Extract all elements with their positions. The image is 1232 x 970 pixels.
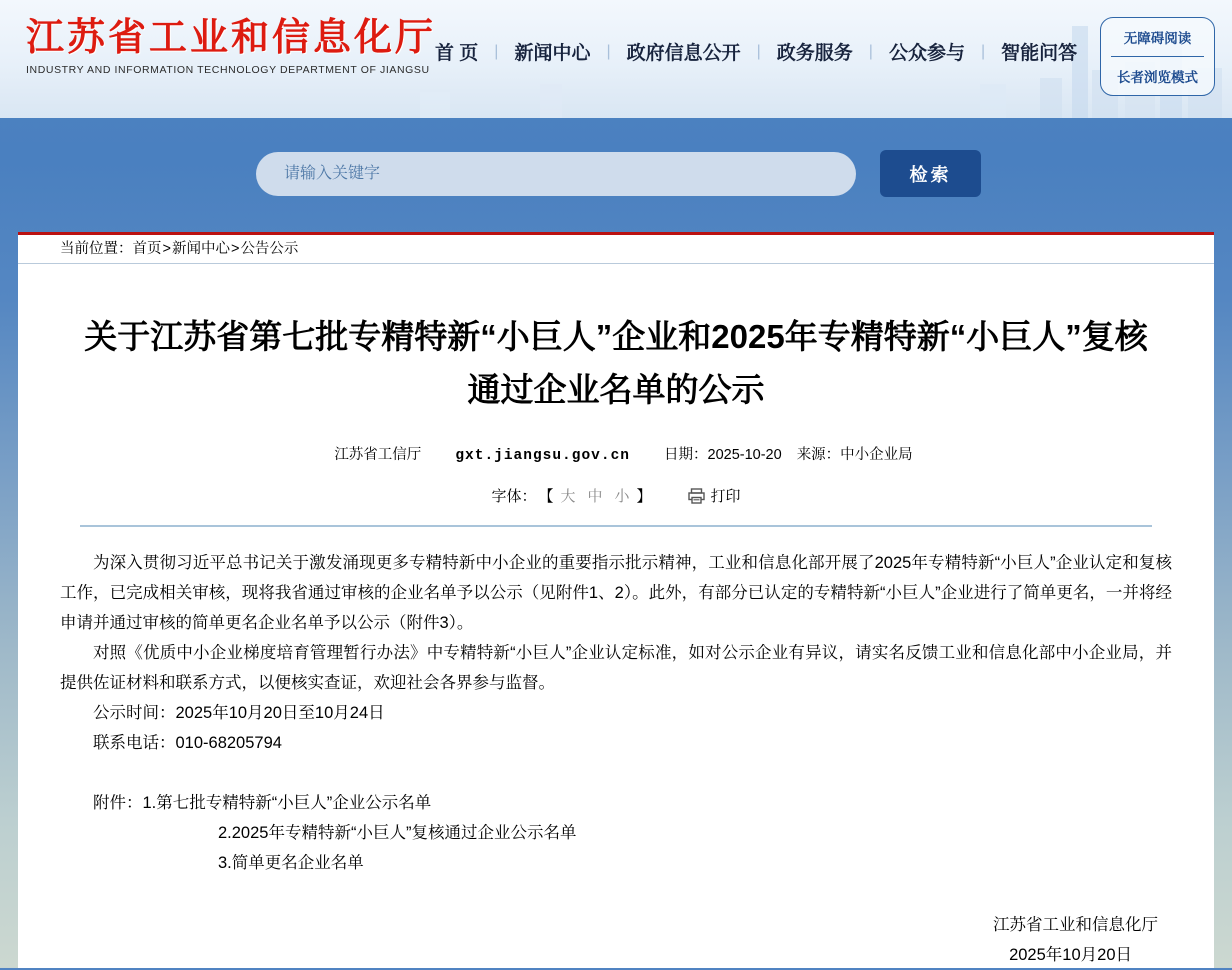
nav-separator: | <box>494 42 499 60</box>
paragraph-2: 对照《优质中小企业梯度培育管理暂行办法》中专精特新“小巨人”企业认定标准，如对公示企业有异议，请实名反馈工业和信息化部中小企业局，并提供佐证材料和联系方式，以便核实查证，欢迎社会各界参与监督。 <box>60 644 1172 692</box>
search-input[interactable] <box>256 152 856 196</box>
breadcrumb-separator: > <box>162 241 171 257</box>
meta-source-dept: 江苏省工信厅 <box>334 447 422 463</box>
bracket-open: 【 <box>538 488 554 505</box>
bracket-close: 】 <box>636 488 652 505</box>
nav-item-home[interactable]: 首 页 <box>435 43 479 64</box>
accessible-reading-button[interactable]: 无障碍阅读 <box>1123 31 1192 46</box>
meta-date: 日期：2025-10-20 <box>664 447 782 463</box>
attachment-link-3[interactable]: 3.简单更名企业名单 <box>218 854 364 872</box>
paragraph-1: 为深入贯彻习近平总书记关于激发涌现更多专精特新中小企业的重要指示批示精神，工业和信息化部开展了2025年专精特新“小巨人”企业认定和复核工作，已完成相关审核，现将我省通过审核的企业名单予以公示（见附件1、2）。此外，有部分已认定的专精特新“小巨人”企业进行了简单更名，一并将经申请并通过审核的简单更名企业名单予以公示（附件3）。 <box>60 554 1172 632</box>
site-header <box>0 0 1232 118</box>
breadcrumb-item-home[interactable]: 首页 <box>132 241 162 257</box>
site-logo-title: 江苏省工业和信息化厅 <box>26 17 437 59</box>
nav-item-services[interactable]: 政务服务 <box>776 43 853 64</box>
article <box>18 310 1214 970</box>
attachment-link-2[interactable]: 2.2025年专精特新“小巨人”复核通过企业公示名单 <box>218 824 577 842</box>
site-logo[interactable] <box>26 16 436 76</box>
font-size-label: 字体： <box>491 488 537 505</box>
breadcrumb-separator: > <box>230 241 240 257</box>
article-body <box>60 548 1172 970</box>
printer-icon <box>688 488 705 504</box>
meta-site-url: gxt.jiangsu.gov.cn <box>455 448 630 464</box>
attachment-1-label: 1.第七批专精特新“小巨人”企业公示名单 <box>142 794 432 812</box>
accessibility-box <box>1100 17 1215 96</box>
nav-item-news[interactable]: 新闻中心 <box>514 43 591 64</box>
print-button[interactable] <box>688 485 741 506</box>
print-label: 打印 <box>710 488 741 505</box>
publicity-time: 公示时间：2025年10月20日至10月24日 <box>93 704 385 722</box>
nav-separator: | <box>756 42 761 60</box>
attachment-link-1[interactable] <box>60 788 1172 818</box>
signature-block <box>60 910 1172 970</box>
nav-item-participation[interactable]: 公众参与 <box>888 43 965 64</box>
font-size-medium-button[interactable]: 中 <box>587 488 603 505</box>
article-title: 关于江苏省第七批专精特新“小巨人”企业和2025年专精特新“小巨人”复核通过企业名单的公示 <box>84 318 1148 408</box>
content-card <box>18 232 1214 968</box>
breadcrumb-item-news[interactable]: 新闻中心 <box>171 241 230 257</box>
breadcrumb-item-notice[interactable]: 公告公示 <box>240 241 299 257</box>
main-nav <box>433 38 1079 65</box>
site-logo-subtitle: INDUSTRY AND INFORMATION TECHNOLOGY DEPARTMENT OF JIANGSU <box>26 64 430 76</box>
elder-mode-button[interactable]: 长者浏览模式 <box>1117 70 1198 85</box>
nav-item-qa[interactable]: 智能问答 <box>1001 43 1078 64</box>
nav-item-gov-info[interactable]: 政府信息公开 <box>626 43 741 64</box>
search-button[interactable]: 检索 <box>880 150 981 197</box>
nav-separator: | <box>980 42 986 60</box>
signature-date: 2025年10月20日 <box>1009 946 1132 964</box>
signature-org: 江苏省工业和信息化厅 <box>993 916 1158 934</box>
article-meta <box>60 443 1172 464</box>
meta-origin: 来源：中小企业局 <box>796 447 913 463</box>
meta-divider-line <box>80 525 1152 527</box>
attachments-label: 附件： <box>93 794 143 812</box>
contact-phone: 联系电话：010-68205794 <box>93 734 282 752</box>
font-size-controls <box>60 485 1172 506</box>
breadcrumb-label: 当前位置： <box>60 241 133 257</box>
font-size-large-button[interactable]: 大 <box>560 488 576 505</box>
nav-separator: | <box>868 42 873 60</box>
nav-separator: | <box>606 42 611 60</box>
font-size-small-button[interactable]: 小 <box>614 488 630 505</box>
attachments <box>60 788 1172 878</box>
breadcrumb <box>18 235 1214 264</box>
